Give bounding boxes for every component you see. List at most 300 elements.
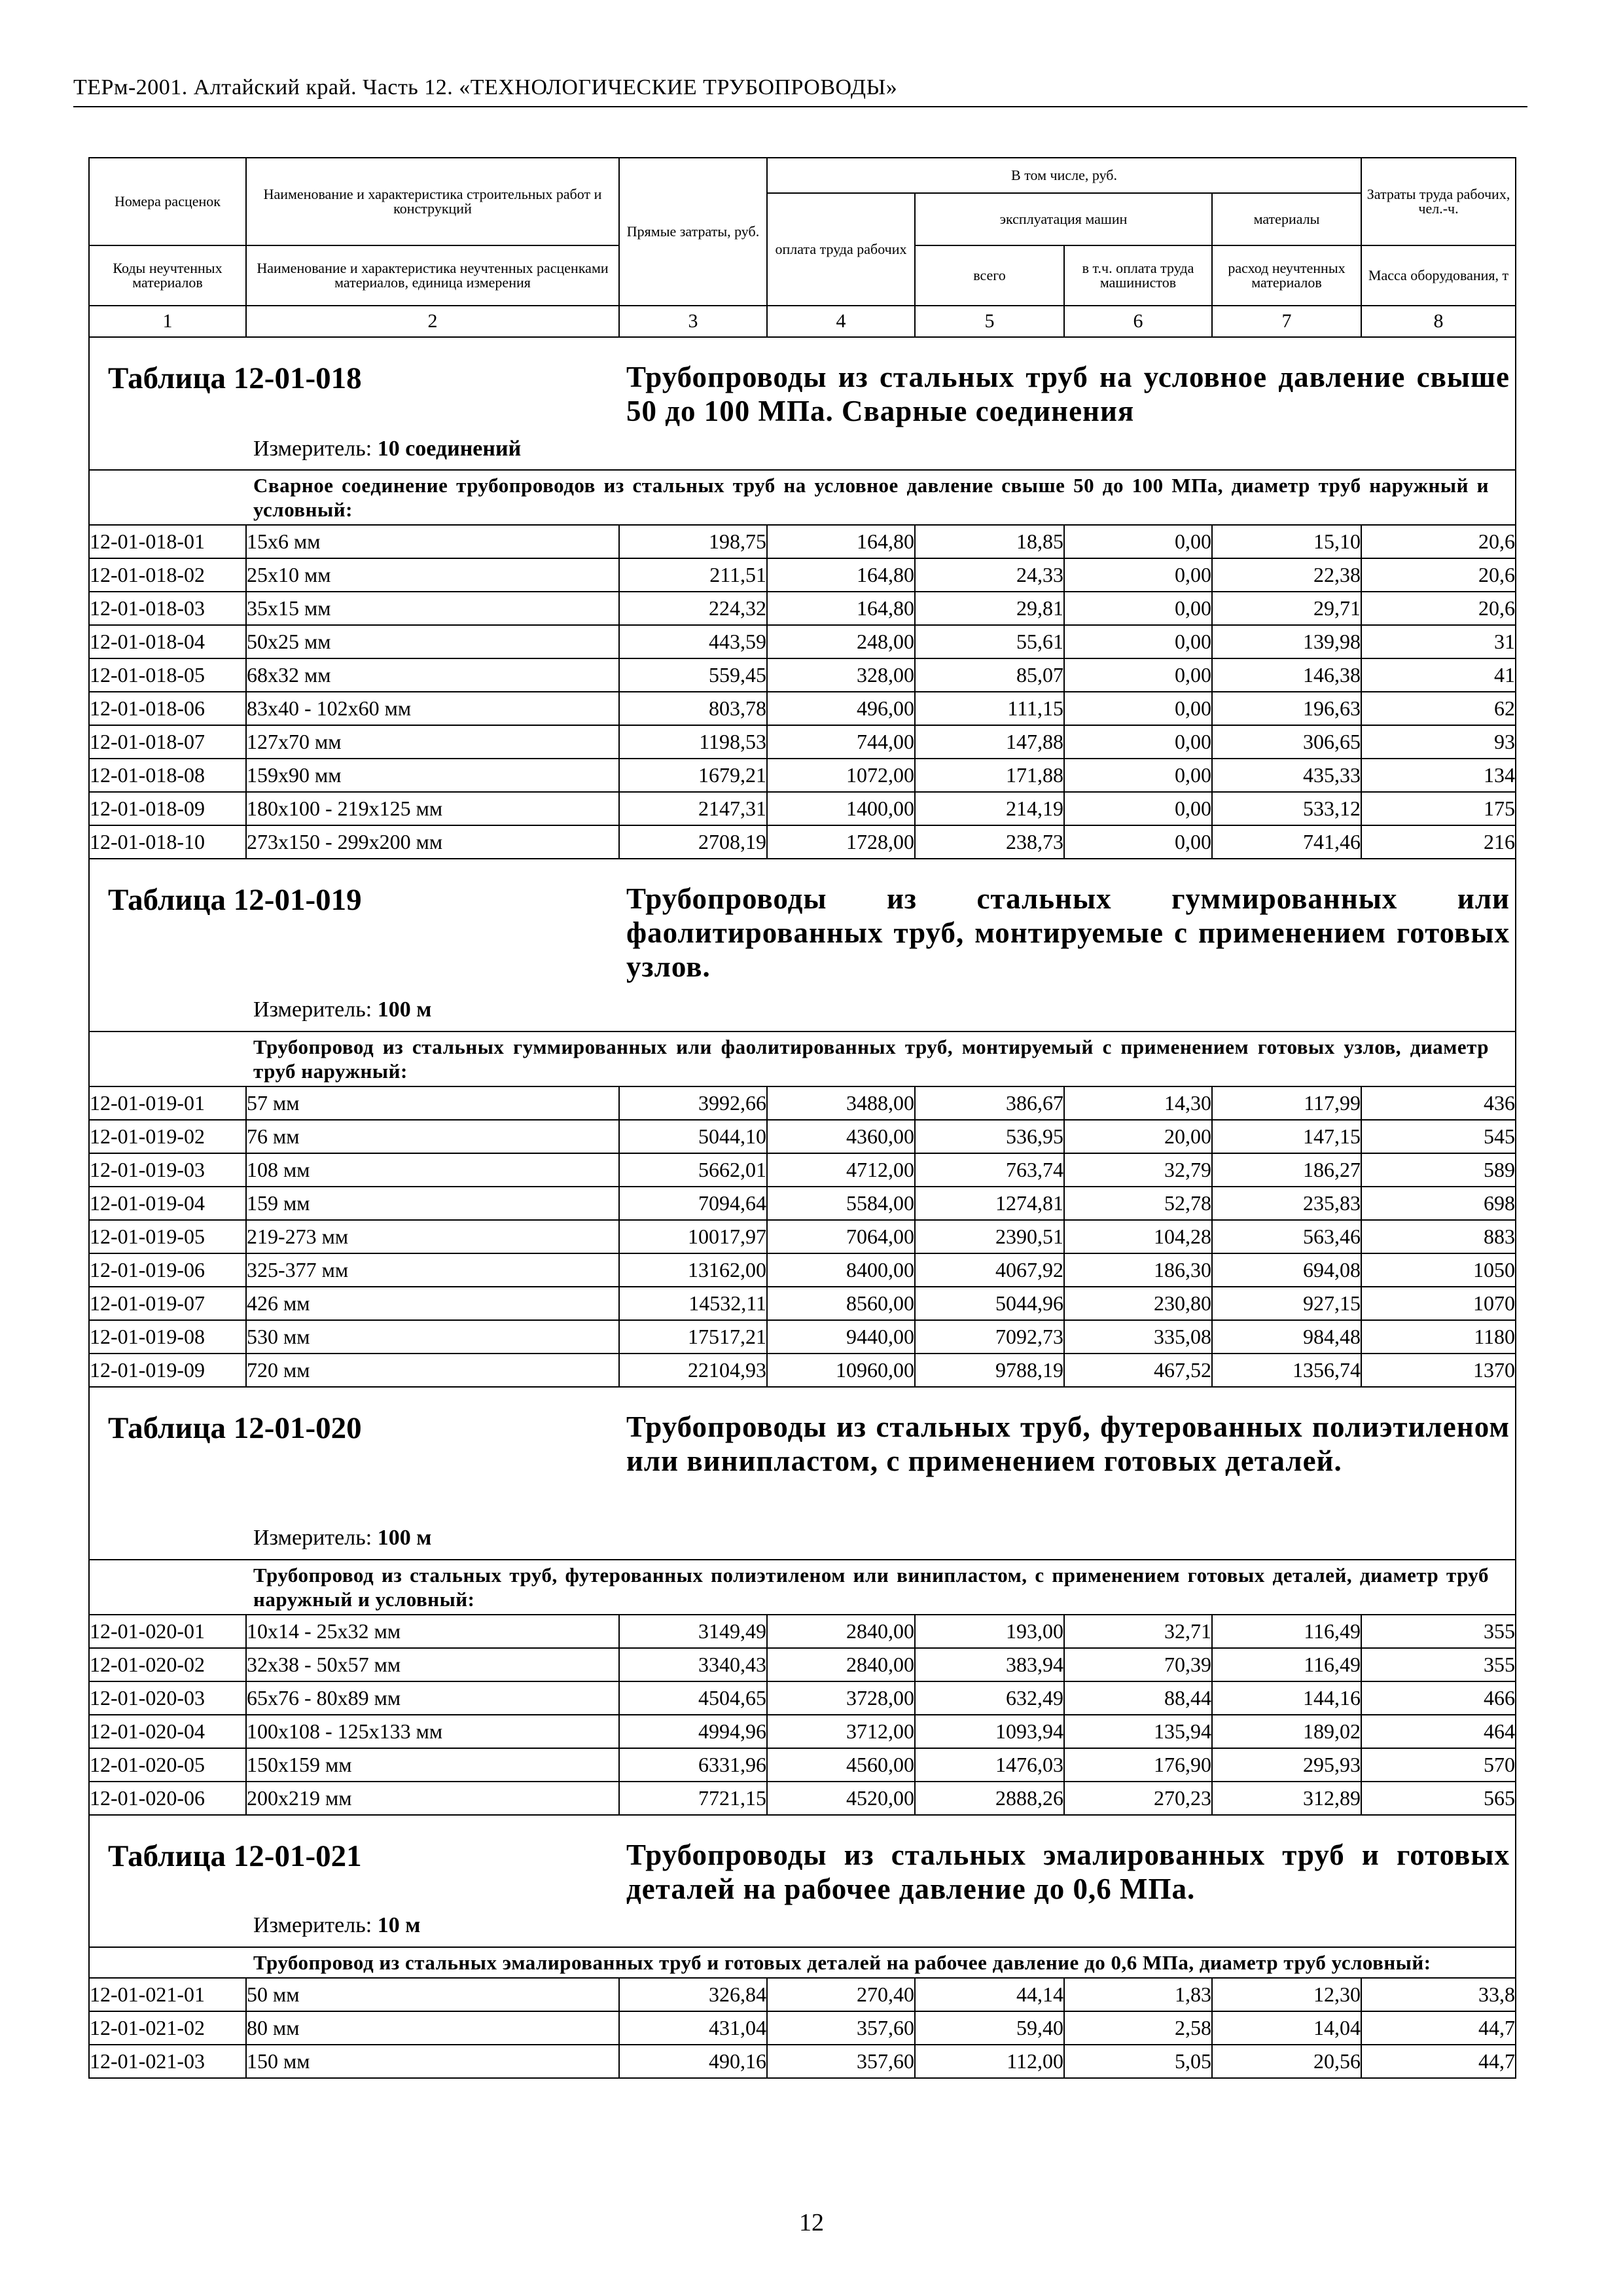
labor-pay: 357,60 (767, 2011, 915, 2045)
labor-hours: 1180 (1361, 1320, 1516, 1354)
machinists-pay: 270,23 (1064, 1782, 1212, 1815)
direct-costs: 6331,96 (619, 1748, 767, 1782)
table-unit (253, 436, 521, 462)
labor-hours: 31 (1361, 625, 1516, 658)
table-section-header (89, 1815, 1516, 1947)
labor-hours: 44,7 (1361, 2045, 1516, 2078)
materials-cost: 312,89 (1212, 1782, 1361, 1815)
machines-total: 386,67 (915, 1086, 1064, 1120)
direct-costs: 559,45 (619, 658, 767, 692)
header-labor-hours: Затраты труда рабочих, чел.-ч. (1361, 158, 1516, 245)
machines-total: 7092,73 (915, 1320, 1064, 1354)
table-row (89, 1187, 1516, 1220)
machinists-pay: 0,00 (1064, 792, 1212, 825)
materials-cost: 563,46 (1212, 1220, 1361, 1253)
machines-total: 29,81 (915, 592, 1064, 625)
direct-costs: 2147,31 (619, 792, 767, 825)
table-unit (253, 1912, 420, 1939)
unit-value: 10 м (377, 1913, 421, 1937)
machinists-pay: 0,00 (1064, 725, 1212, 759)
rate-code: 12-01-019-03 (89, 1153, 246, 1187)
machines-total: 1274,81 (915, 1187, 1064, 1220)
machines-total: 763,74 (915, 1153, 1064, 1187)
rate-code: 12-01-018-03 (89, 592, 246, 625)
table-row (89, 1354, 1516, 1387)
header-machinists-pay: в т.ч. оплата труда машинистов (1064, 245, 1212, 306)
rate-name: 325-377 мм (246, 1253, 619, 1287)
materials-cost: 144,16 (1212, 1681, 1361, 1715)
machinists-pay: 88,44 (1064, 1681, 1212, 1715)
machinists-pay: 230,80 (1064, 1287, 1212, 1320)
labor-pay: 10960,00 (767, 1354, 915, 1387)
direct-costs: 3340,43 (619, 1648, 767, 1681)
header-material-consumption: расход неучтенных материалов (1212, 245, 1361, 306)
direct-costs: 5662,01 (619, 1153, 767, 1187)
column-number: 1 (89, 306, 246, 337)
rate-name: 150 мм (246, 2045, 619, 2078)
materials-cost: 235,83 (1212, 1187, 1361, 1220)
rate-name: 530 мм (246, 1320, 619, 1354)
labor-pay: 1728,00 (767, 825, 915, 859)
rate-name: 32x38 - 50x57 мм (246, 1648, 619, 1681)
rate-code: 12-01-020-04 (89, 1715, 246, 1748)
direct-costs: 4994,96 (619, 1715, 767, 1748)
materials-cost: 196,63 (1212, 692, 1361, 725)
direct-costs: 224,32 (619, 592, 767, 625)
rate-code: 12-01-019-07 (89, 1287, 246, 1320)
table-title: Трубопроводы из стальных труб, футерованных полиэтиленом или винипластом, с применением готовых деталей. (626, 1410, 1510, 1477)
labor-hours: 1070 (1361, 1287, 1516, 1320)
rate-name: 35x15 мм (246, 592, 619, 625)
rate-name: 127x70 мм (246, 725, 619, 759)
rate-code: 12-01-019-09 (89, 1354, 246, 1387)
materials-cost: 20,56 (1212, 2045, 1361, 2078)
labor-pay: 3712,00 (767, 1715, 915, 1748)
header-including: В том числе, руб. (767, 158, 1361, 193)
rate-code: 12-01-020-02 (89, 1648, 246, 1681)
header-machines-total: всего (915, 245, 1064, 306)
rate-name: 200x219 мм (246, 1782, 619, 1815)
machinists-pay: 5,05 (1064, 2045, 1212, 2078)
labor-pay: 3488,00 (767, 1086, 915, 1120)
materials-cost: 306,65 (1212, 725, 1361, 759)
rate-code: 12-01-020-06 (89, 1782, 246, 1815)
table-row (89, 759, 1516, 792)
table-row (89, 1748, 1516, 1782)
rate-name: 150x159 мм (246, 1748, 619, 1782)
header-machines: эксплуатация машин (915, 193, 1212, 245)
labor-hours: 33,8 (1361, 1978, 1516, 2011)
materials-cost: 295,93 (1212, 1748, 1361, 1782)
machinists-pay: 14,30 (1064, 1086, 1212, 1120)
labor-hours: 466 (1361, 1681, 1516, 1715)
labor-pay: 164,80 (767, 592, 915, 625)
labor-pay: 3728,00 (767, 1681, 915, 1715)
machines-total: 111,15 (915, 692, 1064, 725)
table-title: Трубопроводы из стальных труб на условное давление свыше 50 до 100 МПа. Сварные соединения (626, 361, 1510, 427)
machines-total: 2390,51 (915, 1220, 1064, 1253)
labor-pay: 5584,00 (767, 1187, 915, 1220)
machinists-pay: 32,79 (1064, 1153, 1212, 1187)
labor-hours: 216 (1361, 825, 1516, 859)
table-unit (253, 997, 431, 1023)
machines-total: 44,14 (915, 1978, 1064, 2011)
rate-code: 12-01-020-03 (89, 1681, 246, 1715)
materials-cost: 533,12 (1212, 792, 1361, 825)
table-row (89, 592, 1516, 625)
direct-costs: 5044,10 (619, 1120, 767, 1153)
table-description: Сварное соединение трубопроводов из стальных труб на условное давление свыше 50 до 100 МПа, диаметр труб наружный и условный: (89, 470, 1516, 525)
machinists-pay: 2,58 (1064, 2011, 1212, 2045)
table-code: Таблица 12-01-019 (108, 883, 362, 917)
labor-pay: 1400,00 (767, 792, 915, 825)
labor-pay: 248,00 (767, 625, 915, 658)
column-number: 7 (1212, 306, 1361, 337)
header-material-names: Наименование и характеристика неучтенных расценками материалов, единица измерения (246, 245, 619, 306)
rate-code: 12-01-019-02 (89, 1120, 246, 1153)
labor-hours: 93 (1361, 725, 1516, 759)
direct-costs: 7094,64 (619, 1187, 767, 1220)
table-row (89, 692, 1516, 725)
materials-cost: 29,71 (1212, 592, 1361, 625)
unit-label: Измеритель: (253, 1526, 372, 1550)
rate-code: 12-01-018-04 (89, 625, 246, 658)
rate-code: 12-01-018-05 (89, 658, 246, 692)
rate-code: 12-01-019-04 (89, 1187, 246, 1220)
machinists-pay: 0,00 (1064, 558, 1212, 592)
rate-name: 65x76 - 80x89 мм (246, 1681, 619, 1715)
direct-costs: 198,75 (619, 525, 767, 558)
page-number: 12 (799, 2209, 824, 2236)
machines-total: 383,94 (915, 1648, 1064, 1681)
labor-pay: 328,00 (767, 658, 915, 692)
machinists-pay: 186,30 (1064, 1253, 1212, 1287)
labor-hours: 62 (1361, 692, 1516, 725)
table-code: Таблица 12-01-018 (108, 361, 362, 395)
direct-costs: 10017,97 (619, 1220, 767, 1253)
machines-total: 4067,92 (915, 1253, 1064, 1287)
rate-name: 159x90 мм (246, 759, 619, 792)
table-row (89, 725, 1516, 759)
machines-total: 9788,19 (915, 1354, 1064, 1387)
table-row (89, 1086, 1516, 1120)
direct-costs: 7721,15 (619, 1782, 767, 1815)
rate-name: 426 мм (246, 1287, 619, 1320)
table-row (89, 825, 1516, 859)
materials-cost: 22,38 (1212, 558, 1361, 592)
header-work-name: Наименование и характеристика строительных работ и конструкций (246, 158, 619, 245)
labor-hours: 570 (1361, 1748, 1516, 1782)
table-row (89, 1648, 1516, 1681)
machines-total: 214,19 (915, 792, 1064, 825)
direct-costs: 431,04 (619, 2011, 767, 2045)
column-number: 3 (619, 306, 767, 337)
labor-pay: 744,00 (767, 725, 915, 759)
machines-total: 238,73 (915, 825, 1064, 859)
running-header: ТЕРм-2001. Алтайский край. Часть 12. «ТЕХНОЛОГИЧЕСКИЕ ТРУБОПРОВОДЫ» (73, 75, 898, 99)
materials-cost: 435,33 (1212, 759, 1361, 792)
unit-value: 100 м (377, 997, 432, 1022)
labor-pay: 2840,00 (767, 1615, 915, 1648)
rate-name: 273x150 - 299x200 мм (246, 825, 619, 859)
table-row (89, 658, 1516, 692)
materials-cost: 146,38 (1212, 658, 1361, 692)
machines-total: 171,88 (915, 759, 1064, 792)
machines-total: 24,33 (915, 558, 1064, 592)
table-row (89, 1320, 1516, 1354)
labor-pay: 496,00 (767, 692, 915, 725)
rate-name: 159 мм (246, 1187, 619, 1220)
table-row (89, 1253, 1516, 1287)
rate-name: 720 мм (246, 1354, 619, 1387)
rate-code: 12-01-019-06 (89, 1253, 246, 1287)
labor-hours: 565 (1361, 1782, 1516, 1815)
header-rate-number: Номера расценок (89, 158, 246, 245)
table-title: Трубопроводы из стальных эмалированных труб и готовых деталей на рабочее давление до 0,6 МПа. (626, 1839, 1510, 1905)
table-row (89, 1715, 1516, 1748)
labor-pay: 9440,00 (767, 1320, 915, 1354)
labor-pay: 4520,00 (767, 1782, 915, 1815)
table-section-header (89, 337, 1516, 470)
table-row (89, 2045, 1516, 2078)
table-description: Трубопровод из стальных эмалированных труб и готовых деталей на рабочее давление до 0,6 МПа, диаметр труб условный: (89, 1947, 1516, 1978)
labor-hours: 355 (1361, 1615, 1516, 1648)
rate-name: 10x14 - 25x32 мм (246, 1615, 619, 1648)
materials-cost: 12,30 (1212, 1978, 1361, 2011)
labor-pay: 2840,00 (767, 1648, 915, 1681)
machines-total: 112,00 (915, 2045, 1064, 2078)
rate-name: 57 мм (246, 1086, 619, 1120)
labor-pay: 1072,00 (767, 759, 915, 792)
rate-code: 12-01-019-01 (89, 1086, 246, 1120)
labor-pay: 357,60 (767, 2045, 915, 2078)
labor-pay: 164,80 (767, 558, 915, 592)
table-row (89, 1120, 1516, 1153)
direct-costs: 3992,66 (619, 1086, 767, 1120)
direct-costs: 1679,21 (619, 759, 767, 792)
labor-hours: 589 (1361, 1153, 1516, 1187)
rate-code: 12-01-020-01 (89, 1615, 246, 1648)
rate-code: 12-01-018-06 (89, 692, 246, 725)
labor-hours: 20,6 (1361, 592, 1516, 625)
rate-code: 12-01-021-01 (89, 1978, 246, 2011)
table-code: Таблица 12-01-020 (108, 1411, 362, 1445)
table-description-row (89, 1031, 1516, 1086)
rate-code: 12-01-018-09 (89, 792, 246, 825)
column-number: 6 (1064, 306, 1212, 337)
labor-hours: 41 (1361, 658, 1516, 692)
labor-hours: 883 (1361, 1220, 1516, 1253)
machinists-pay: 32,71 (1064, 1615, 1212, 1648)
labor-hours: 1370 (1361, 1354, 1516, 1387)
header-rule (73, 106, 1527, 107)
machines-total: 1093,94 (915, 1715, 1064, 1748)
labor-pay: 4560,00 (767, 1748, 915, 1782)
rate-name: 76 мм (246, 1120, 619, 1153)
machinists-pay: 335,08 (1064, 1320, 1212, 1354)
direct-costs: 2708,19 (619, 825, 767, 859)
machines-total: 1476,03 (915, 1748, 1064, 1782)
labor-hours: 20,6 (1361, 558, 1516, 592)
column-number: 8 (1361, 306, 1516, 337)
labor-hours: 175 (1361, 792, 1516, 825)
direct-costs: 443,59 (619, 625, 767, 658)
machinists-pay: 0,00 (1064, 759, 1212, 792)
machinists-pay: 0,00 (1064, 825, 1212, 859)
materials-cost: 694,08 (1212, 1253, 1361, 1287)
machinists-pay: 0,00 (1064, 692, 1212, 725)
rate-code: 12-01-021-03 (89, 2045, 246, 2078)
machines-total: 5044,96 (915, 1287, 1064, 1320)
rate-code: 12-01-018-01 (89, 525, 246, 558)
materials-cost: 15,10 (1212, 525, 1361, 558)
table-row (89, 1978, 1516, 2011)
column-number: 2 (246, 306, 619, 337)
unit-value: 100 м (377, 1526, 432, 1550)
table-row (89, 792, 1516, 825)
machines-total: 2888,26 (915, 1782, 1064, 1815)
unit-label: Измеритель: (253, 437, 372, 461)
direct-costs: 803,78 (619, 692, 767, 725)
labor-hours: 545 (1361, 1120, 1516, 1153)
table-row (89, 1287, 1516, 1320)
labor-pay: 8400,00 (767, 1253, 915, 1287)
machines-total: 55,61 (915, 625, 1064, 658)
rate-name: 15x6 мм (246, 525, 619, 558)
machinists-pay: 0,00 (1064, 658, 1212, 692)
rate-name: 80 мм (246, 2011, 619, 2045)
rate-name: 83x40 - 102x60 мм (246, 692, 619, 725)
table-row (89, 1681, 1516, 1715)
machinists-pay: 20,00 (1064, 1120, 1212, 1153)
direct-costs: 490,16 (619, 2045, 767, 2078)
rate-code: 12-01-018-08 (89, 759, 246, 792)
table-row (89, 2011, 1516, 2045)
rate-code: 12-01-019-08 (89, 1320, 246, 1354)
rate-name: 100x108 - 125x133 мм (246, 1715, 619, 1748)
header-labor-pay: оплата труда рабочих (767, 193, 915, 306)
table-row (89, 558, 1516, 592)
labor-pay: 164,80 (767, 525, 915, 558)
table-section-header (89, 1387, 1516, 1560)
machinists-pay: 52,78 (1064, 1187, 1212, 1220)
table-description-row (89, 1560, 1516, 1615)
table-section-header (89, 859, 1516, 1031)
materials-cost: 139,98 (1212, 625, 1361, 658)
rate-name: 68x32 мм (246, 658, 619, 692)
table-row (89, 1615, 1516, 1648)
machinists-pay: 176,90 (1064, 1748, 1212, 1782)
machinists-pay: 467,52 (1064, 1354, 1212, 1387)
materials-cost: 189,02 (1212, 1715, 1361, 1748)
rate-code: 12-01-019-05 (89, 1220, 246, 1253)
rate-code: 12-01-018-02 (89, 558, 246, 592)
table-description-row (89, 1947, 1516, 1978)
materials-cost: 984,48 (1212, 1320, 1361, 1354)
labor-pay: 8560,00 (767, 1287, 915, 1320)
labor-pay: 7064,00 (767, 1220, 915, 1253)
labor-hours: 134 (1361, 759, 1516, 792)
unit-label: Измеритель: (253, 997, 372, 1022)
labor-pay: 4360,00 (767, 1120, 915, 1153)
machines-total: 85,07 (915, 658, 1064, 692)
materials-cost: 927,15 (1212, 1287, 1361, 1320)
rate-name: 108 мм (246, 1153, 619, 1187)
materials-cost: 14,04 (1212, 2011, 1361, 2045)
direct-costs: 14532,11 (619, 1287, 767, 1320)
table-row (89, 525, 1516, 558)
labor-hours: 1050 (1361, 1253, 1516, 1287)
direct-costs: 1198,53 (619, 725, 767, 759)
rate-code: 12-01-020-05 (89, 1748, 246, 1782)
labor-hours: 20,6 (1361, 525, 1516, 558)
machines-total: 632,49 (915, 1681, 1064, 1715)
machinists-pay: 0,00 (1064, 625, 1212, 658)
rate-code: 12-01-021-02 (89, 2011, 246, 2045)
labor-hours: 44,7 (1361, 2011, 1516, 2045)
table-row (89, 1220, 1516, 1253)
unit-value: 10 соединений (377, 437, 522, 461)
column-number: 4 (767, 306, 915, 337)
machinists-pay: 135,94 (1064, 1715, 1212, 1748)
materials-cost: 1356,74 (1212, 1354, 1361, 1387)
materials-cost: 117,99 (1212, 1086, 1361, 1120)
machines-total: 536,95 (915, 1120, 1064, 1153)
rate-name: 50 мм (246, 1978, 619, 2011)
direct-costs: 211,51 (619, 558, 767, 592)
table-row (89, 1782, 1516, 1815)
labor-hours: 698 (1361, 1187, 1516, 1220)
table-description: Трубопровод из стальных гуммированных или фаолитированных труб, монтируемый с применением готовых узлов, диаметр труб наружный: (89, 1031, 1516, 1086)
table-unit (253, 1525, 431, 1551)
labor-hours: 464 (1361, 1715, 1516, 1748)
table-title: Трубопроводы из стальных гуммированных или фаолитированных труб, монтируемые с применением готовых узлов. (626, 882, 1510, 983)
labor-hours: 436 (1361, 1086, 1516, 1120)
direct-costs: 13162,00 (619, 1253, 767, 1287)
labor-hours: 355 (1361, 1648, 1516, 1681)
machinists-pay: 70,39 (1064, 1648, 1212, 1681)
table-row (89, 1153, 1516, 1187)
rate-name: 180x100 - 219x125 мм (246, 792, 619, 825)
rates-table (88, 157, 1516, 2079)
rate-name: 219-273 мм (246, 1220, 619, 1253)
column-number: 5 (915, 306, 1064, 337)
header-materials: материалы (1212, 193, 1361, 245)
machinists-pay: 0,00 (1064, 592, 1212, 625)
materials-cost: 186,27 (1212, 1153, 1361, 1187)
header-material-codes: Коды неучтенных материалов (89, 245, 246, 306)
materials-cost: 116,49 (1212, 1615, 1361, 1648)
machinists-pay: 0,00 (1064, 525, 1212, 558)
labor-pay: 270,40 (767, 1978, 915, 2011)
machinists-pay: 104,28 (1064, 1220, 1212, 1253)
machines-total: 147,88 (915, 725, 1064, 759)
direct-costs: 17517,21 (619, 1320, 767, 1354)
direct-costs: 4504,65 (619, 1681, 767, 1715)
unit-label: Измеритель: (253, 1913, 372, 1937)
materials-cost: 147,15 (1212, 1120, 1361, 1153)
rate-code: 12-01-018-07 (89, 725, 246, 759)
machines-total: 193,00 (915, 1615, 1064, 1648)
table-description: Трубопровод из стальных труб, футерованных полиэтиленом или винипластом, с применением готовых деталей, диаметр труб наружный и условный: (89, 1560, 1516, 1615)
direct-costs: 22104,93 (619, 1354, 767, 1387)
rate-name: 25x10 мм (246, 558, 619, 592)
materials-cost: 741,46 (1212, 825, 1361, 859)
table-description-row (89, 470, 1516, 525)
header-direct-costs: Прямые затраты, руб. (619, 158, 767, 306)
machines-total: 18,85 (915, 525, 1064, 558)
table-row (89, 625, 1516, 658)
